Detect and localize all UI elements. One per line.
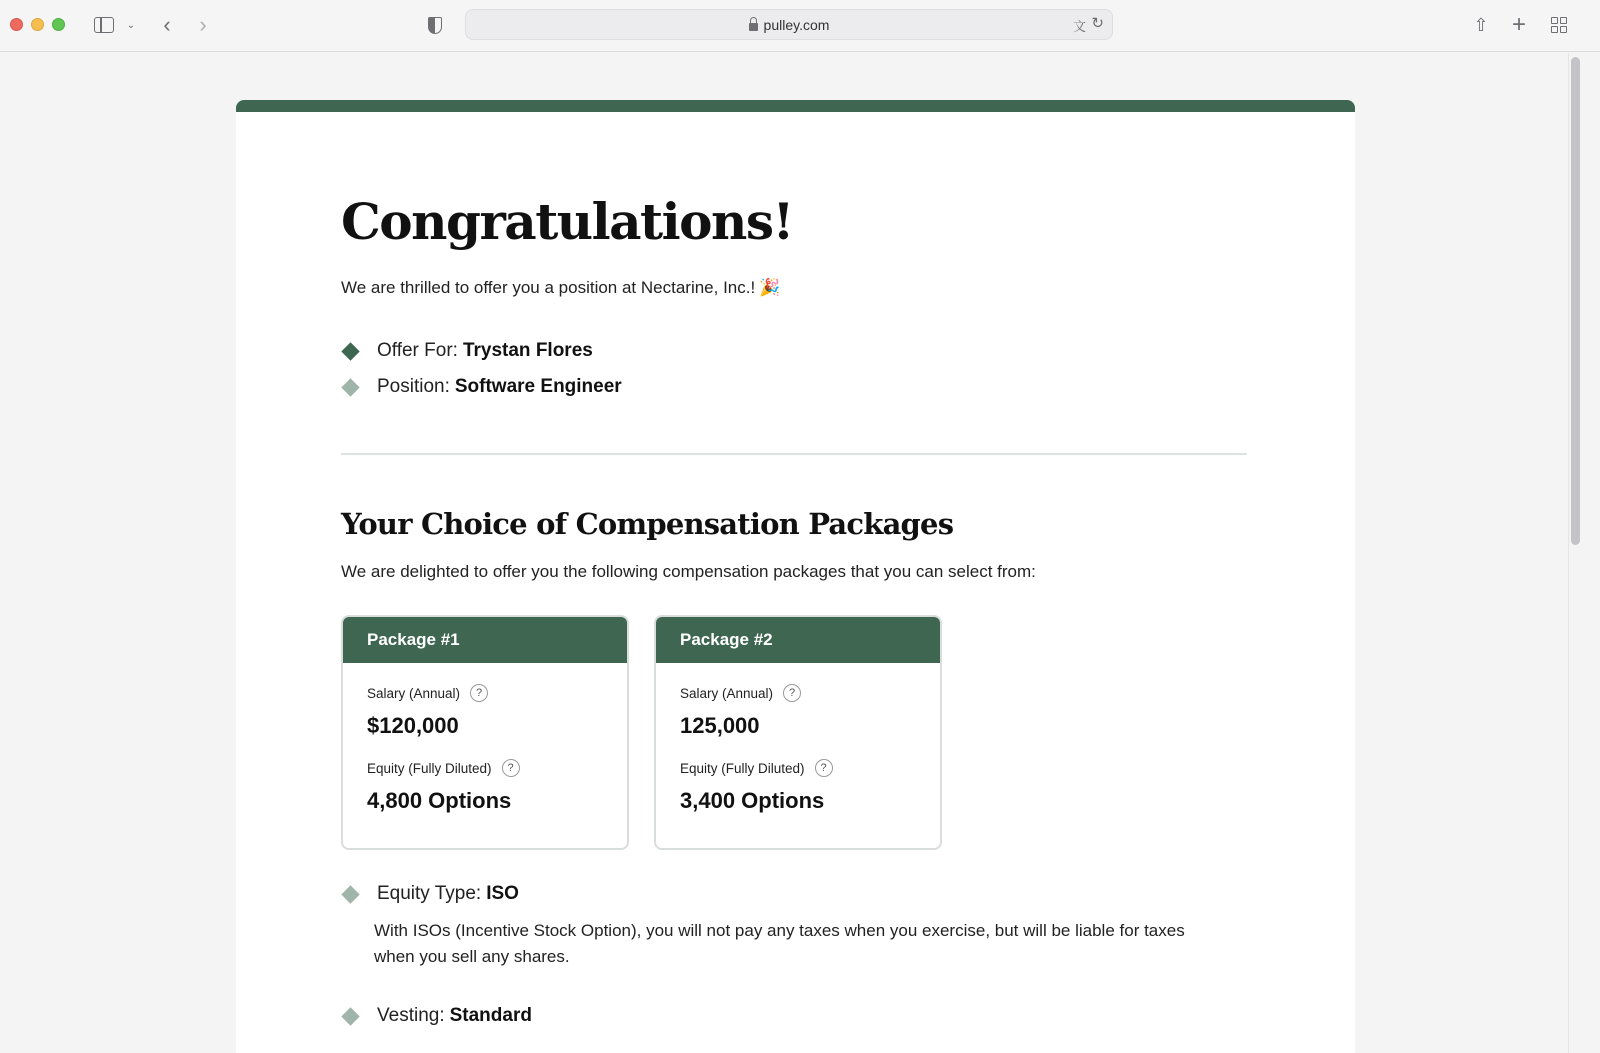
sidebar-icon[interactable] — [92, 12, 116, 38]
diamond-bullet-icon — [341, 885, 359, 903]
close-window-button[interactable] — [10, 18, 23, 31]
page-title: Congratulations! — [341, 192, 793, 251]
offer-for-value: Trystan Flores — [462, 340, 593, 361]
vesting-item — [341, 1005, 532, 1027]
compensation-heading: Your Choice of Compensation Packages — [341, 507, 954, 541]
position-item — [341, 376, 622, 398]
equity-type-label: Equity Type: — [377, 883, 482, 904]
help-icon[interactable]: ? — [783, 684, 801, 702]
offer-card — [236, 100, 1355, 1053]
url-text: pulley.com — [763, 16, 830, 33]
equity-label: Equity (Fully Diluted) — [367, 760, 492, 776]
scrollbar-thumb[interactable] — [1571, 57, 1580, 545]
tab-grid-icon[interactable] — [1548, 12, 1570, 38]
browser-toolbar — [0, 0, 1600, 52]
salary-value: $120,000 — [367, 713, 459, 738]
offer-for-item — [341, 340, 593, 362]
vesting-value: Standard — [449, 1005, 532, 1026]
chevron-right-icon[interactable]: › — [199, 12, 207, 37]
diamond-bullet-icon — [341, 342, 359, 360]
vesting-label: Vesting: — [377, 1005, 445, 1026]
help-icon[interactable]: ? — [502, 759, 520, 777]
party-popper-icon: 🎉 — [759, 278, 781, 297]
salary-label: Salary (Annual) — [680, 685, 774, 701]
package-title: Package #1 — [343, 617, 627, 663]
equity-value: 3,400 Options — [680, 788, 825, 813]
share-icon[interactable]: ⇧ — [1473, 14, 1489, 35]
equity-label-row — [367, 759, 520, 777]
address-bar[interactable] — [465, 9, 1113, 40]
chevron-down-icon[interactable]: ⌄ — [126, 19, 136, 31]
compensation-subtitle: We are delighted to offer you the following compensation packages that you can select from: — [341, 562, 1036, 581]
help-icon[interactable]: ? — [815, 759, 833, 777]
salary-label-row — [680, 684, 801, 702]
plus-icon[interactable]: + — [1511, 11, 1526, 38]
equity-label-row — [680, 759, 833, 777]
equity-label: Equity (Fully Diluted) — [680, 760, 805, 776]
offer-intro-text: We are thrilled to offer you a position at Nectarine, Inc.! — [341, 278, 756, 297]
diamond-bullet-icon — [341, 378, 359, 396]
equity-type-value: ISO — [486, 883, 519, 904]
package-card-1[interactable] — [341, 615, 629, 850]
minimize-window-button[interactable] — [31, 18, 44, 31]
diamond-bullet-icon — [341, 1007, 359, 1025]
equity-type-description: With ISOs (Incentive Stock Option), you will not pay any taxes when you exercise, but will be liable for taxes when you sell any shares. — [374, 921, 1185, 966]
salary-label: Salary (Annual) — [367, 685, 461, 701]
equity-value: 4,800 Options — [367, 788, 512, 813]
position-value: Software Engineer — [454, 376, 622, 397]
zoom-window-button[interactable] — [52, 18, 65, 31]
help-icon[interactable]: ? — [470, 684, 488, 702]
offer-intro — [341, 278, 780, 298]
equity-type-item — [341, 883, 519, 905]
section-divider — [341, 453, 1247, 455]
reload-icon[interactable]: ↻ — [1091, 15, 1104, 32]
card-accent-bar — [236, 100, 1355, 112]
chevron-left-icon[interactable]: ‹ — [163, 12, 171, 37]
translate-icon[interactable]: 文 — [1072, 19, 1086, 34]
lock-icon — [749, 23, 758, 31]
salary-value: 125,000 — [680, 713, 760, 738]
shield-icon[interactable] — [424, 12, 446, 38]
package-title: Package #2 — [656, 617, 940, 663]
salary-label-row — [367, 684, 488, 702]
offer-for-label: Offer For: — [377, 340, 458, 361]
position-label: Position: — [377, 376, 450, 397]
package-card-2[interactable] — [654, 615, 942, 850]
